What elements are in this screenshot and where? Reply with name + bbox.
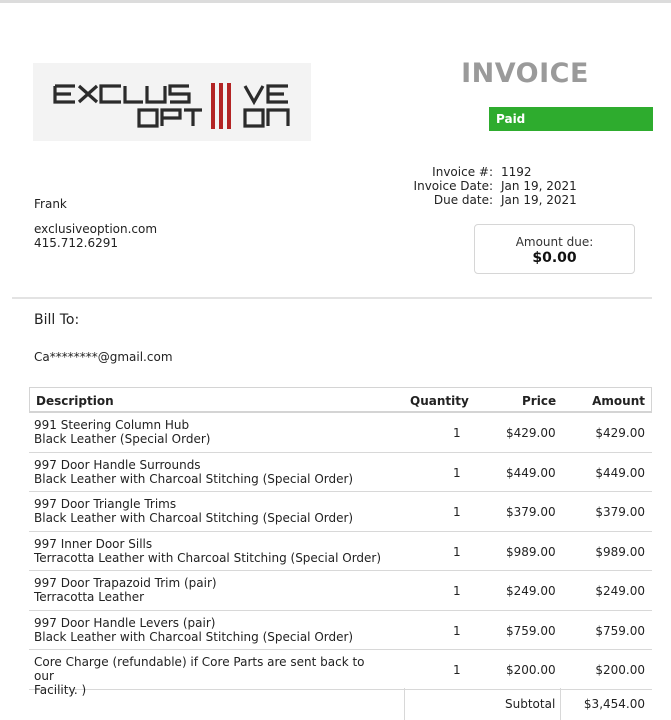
- item-description: [34, 616, 384, 644]
- item-description: [34, 655, 384, 697]
- amount-due-label: Amount due:: [515, 235, 594, 249]
- item-quantity: 1: [453, 465, 461, 480]
- subtotal-divider: [404, 688, 405, 720]
- sender-phone: 415.712.6291: [34, 236, 118, 250]
- item-name: 997 Inner Door Sills: [34, 536, 153, 551]
- item-amount: $429.00: [595, 426, 645, 440]
- item-detail: Terracotta Leather with Charcoal Stitching (Special Order): [34, 550, 382, 565]
- item-description: [34, 418, 384, 446]
- item-price: $429.00: [506, 426, 556, 440]
- header-quantity: Quantity: [410, 394, 469, 408]
- item-amount: $759.00: [595, 623, 645, 638]
- item-description: [34, 458, 384, 486]
- subtotal-value: $3,454.00: [583, 697, 645, 711]
- bill-to-label: Bill To:: [34, 312, 80, 328]
- item-quantity: 1: [453, 584, 461, 598]
- bill-to-email: Ca********@gmail.com: [34, 350, 173, 364]
- invoice-date-label: Invoice Date:: [413, 179, 493, 193]
- subtotal-row: [404, 688, 652, 720]
- item-price: $379.00: [506, 505, 556, 519]
- table-row: [29, 492, 652, 532]
- sender-name: Frank: [34, 197, 67, 211]
- section-divider: [12, 297, 652, 299]
- header-description: Description: [36, 394, 114, 408]
- invoice-date: Jan 19, 2021: [501, 179, 577, 193]
- item-quantity: 1: [453, 623, 461, 638]
- item-name: 997 Door Trapazoid Trim (pair): [34, 576, 217, 590]
- sender-website: exclusiveoption.com: [34, 222, 158, 236]
- item-description: [34, 497, 384, 525]
- table-row: [29, 611, 652, 651]
- amount-due-box: [474, 224, 635, 274]
- item-name: 997 Door Handle Surrounds: [34, 457, 201, 472]
- subtotal-label: Subtotal: [505, 697, 556, 711]
- table-row: [29, 571, 652, 611]
- invoice-title: INVOICE: [461, 58, 589, 89]
- item-price: $249.00: [506, 584, 556, 598]
- invoice-meta-values: [501, 165, 577, 207]
- item-quantity: 1: [453, 426, 461, 440]
- invoice-number-label: Invoice #:: [432, 165, 493, 179]
- item-quantity: 1: [453, 544, 461, 559]
- table-row: [29, 650, 652, 697]
- item-detail: Terracotta Leather: [34, 590, 145, 604]
- item-name: Core Charge (refundable) if Core Parts are sent back to our: [34, 655, 365, 683]
- exclusive-option-logo-graphic: [33, 63, 311, 141]
- item-price: $449.00: [506, 465, 556, 480]
- item-detail: Facility. ): [34, 683, 87, 697]
- item-detail: Black Leather with Charcoal Stitching (Special Order): [34, 511, 354, 525]
- due-date-label: Due date:: [433, 193, 493, 207]
- item-name: 997 Door Triangle Trims: [34, 497, 177, 511]
- item-quantity: 1: [453, 505, 461, 519]
- item-amount: $200.00: [595, 663, 645, 677]
- invoice-meta-labels: [380, 165, 493, 207]
- invoice-number: 1192: [501, 165, 532, 179]
- item-amount: $989.00: [595, 544, 645, 559]
- due-date: Jan 19, 2021: [501, 193, 577, 207]
- table-header: [29, 387, 652, 413]
- item-price: $989.00: [506, 544, 556, 559]
- item-quantity: 1: [453, 663, 461, 677]
- item-price: $200.00: [506, 663, 556, 677]
- item-description: [34, 576, 384, 604]
- table-row: [29, 413, 652, 453]
- item-amount: $379.00: [595, 505, 645, 519]
- company-logo: [33, 63, 311, 141]
- line-items-table: [29, 387, 652, 697]
- paid-status-badge: Paid: [489, 107, 653, 131]
- subtotal-divider: [560, 688, 561, 720]
- item-amount: $449.00: [595, 465, 645, 480]
- item-name: 991 Steering Column Hub: [34, 418, 190, 432]
- item-amount: $249.00: [595, 584, 645, 598]
- top-border: [0, 0, 671, 3]
- item-detail: Black Leather with Charcoal Stitching (Special Order): [34, 629, 354, 644]
- item-price: $759.00: [506, 623, 556, 638]
- table-row: [29, 453, 652, 493]
- item-name: 997 Door Handle Levers (pair): [34, 615, 216, 630]
- item-detail: Black Leather (Special Order): [34, 432, 211, 446]
- item-description: [34, 537, 384, 565]
- amount-due-value: $0.00: [532, 250, 577, 266]
- header-price: Price: [522, 394, 557, 408]
- item-detail: Black Leather with Charcoal Stitching (Special Order): [34, 471, 354, 486]
- header-amount: Amount: [592, 394, 645, 408]
- table-row: [29, 532, 652, 572]
